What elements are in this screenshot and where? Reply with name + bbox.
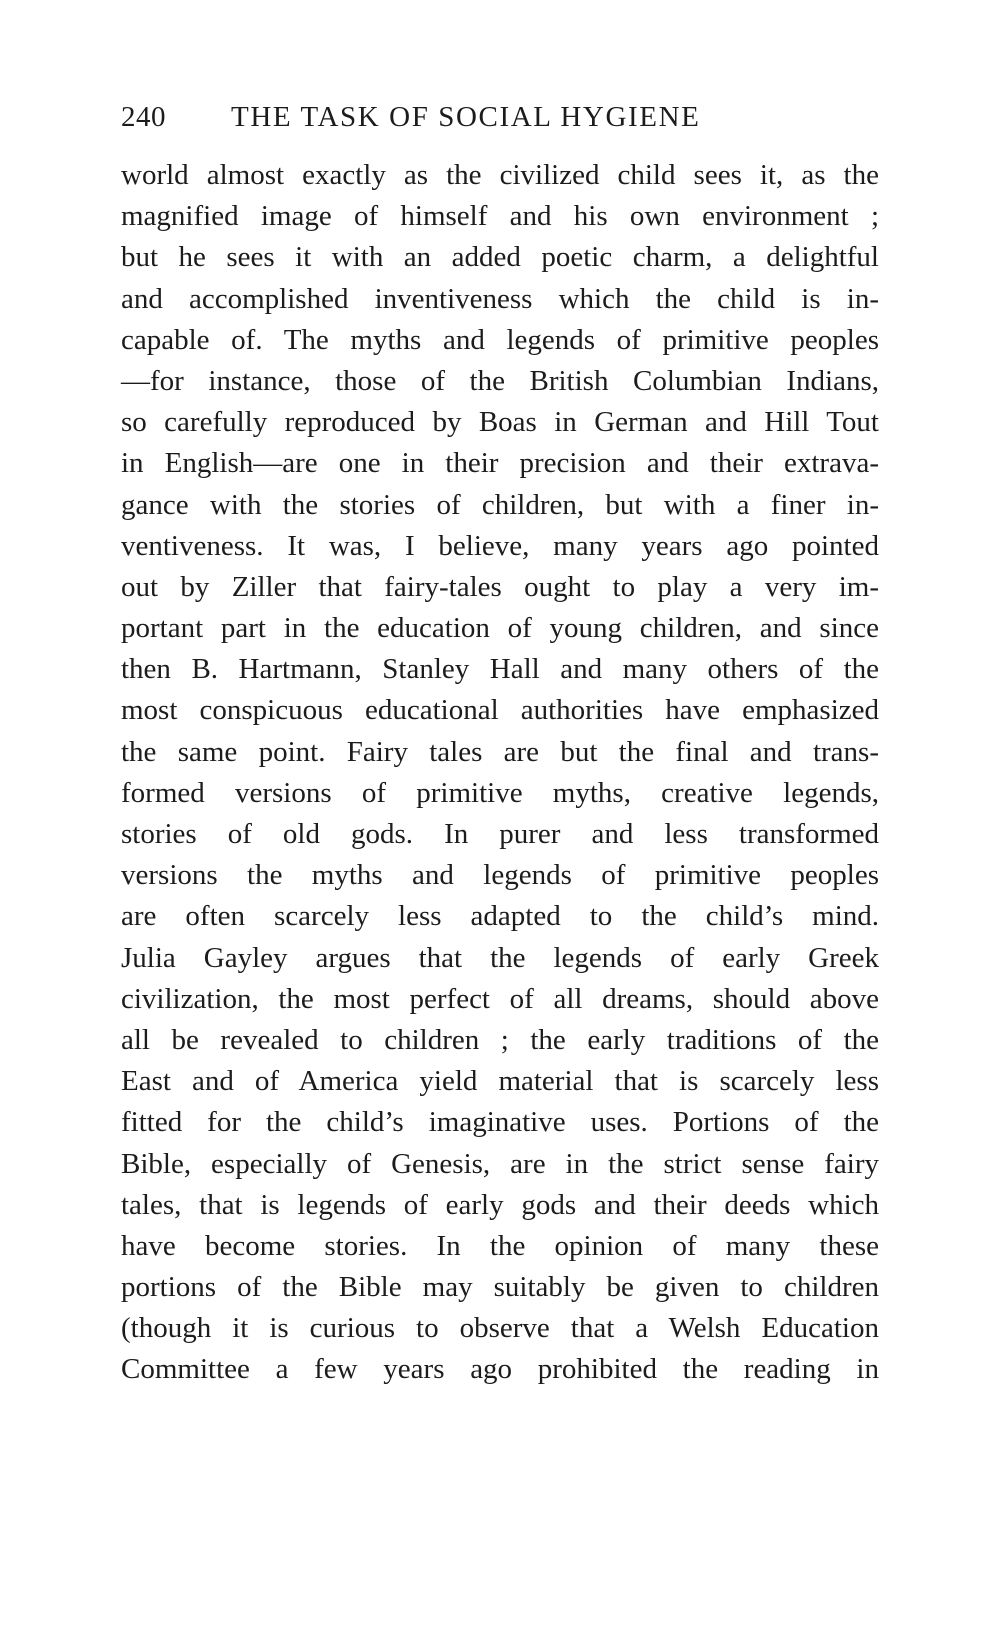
text-line: the same point. Fairy tales are but the final and trans- [121,735,879,768]
running-title: THE TASK OF SOCIAL HYGIENE [231,101,701,133]
text-line: magnified image of himself and his own environment ; [121,200,879,233]
text-line: gance with the stories of children, but with a finer in- [121,488,879,521]
text-line: civilization, the most perfect of all dreams, should above [121,982,879,1015]
text-line: and accomplished inventiveness which the child is in- [121,282,879,315]
text-line: Bible, especially of Genesis, are in the strict sense fairy [121,1147,879,1180]
text-line: all be revealed to children ; the early traditions of the [121,1023,879,1056]
text-line: out by Ziller that fairy-tales ought to play a very im- [121,570,879,603]
text-line: (though it is curious to observe that a Welsh Education [121,1312,879,1345]
text-line: portant part in the education of young children, and since [121,612,879,645]
text-line: most conspicuous educational authorities have emphasized [121,694,879,727]
text-line: Julia Gayley argues that the legends of early Greek [121,941,879,974]
text-line: —for instance, those of the British Columbian Indians, [121,364,879,397]
text-line: Committee a few years ago prohibited the reading in [121,1353,879,1386]
text-line: fitted for the child’s imaginative uses. Portions of the [121,1106,879,1139]
text-line: formed versions of primitive myths, creative legends, [121,776,879,809]
text-line: ventiveness. It was, I believe, many years ago pointed [121,529,879,562]
page-number: 240 [121,101,166,133]
text-line: are often scarcely less adapted to the child’s mind. [121,900,879,933]
text-line: so carefully reproduced by Boas in German and Hill Tout [121,406,879,439]
running-head [121,96,921,138]
body-text [121,155,879,1391]
text-line: have become stories. In the opinion of many these [121,1229,879,1262]
text-line: but he sees it with an added poetic charm, a delightful [121,241,879,274]
text-line: portions of the Bible may suitably be given to children [121,1271,879,1304]
text-line: in English—are one in their precision and their extrava- [121,447,879,480]
text-line: East and of America yield material that is scarcely less [121,1065,879,1098]
text-line: then B. Hartmann, Stanley Hall and many others of the [121,653,879,686]
text-line: versions the myths and legends of primitive peoples [121,859,879,892]
text-line: stories of old gods. In purer and less transformed [121,818,879,850]
text-line: world almost exactly as the civilized child sees it, as the [121,159,879,191]
text-line: tales, that is legends of early gods and their deeds which [121,1188,879,1221]
text-line: capable of. The myths and legends of primitive peoples [121,323,879,356]
